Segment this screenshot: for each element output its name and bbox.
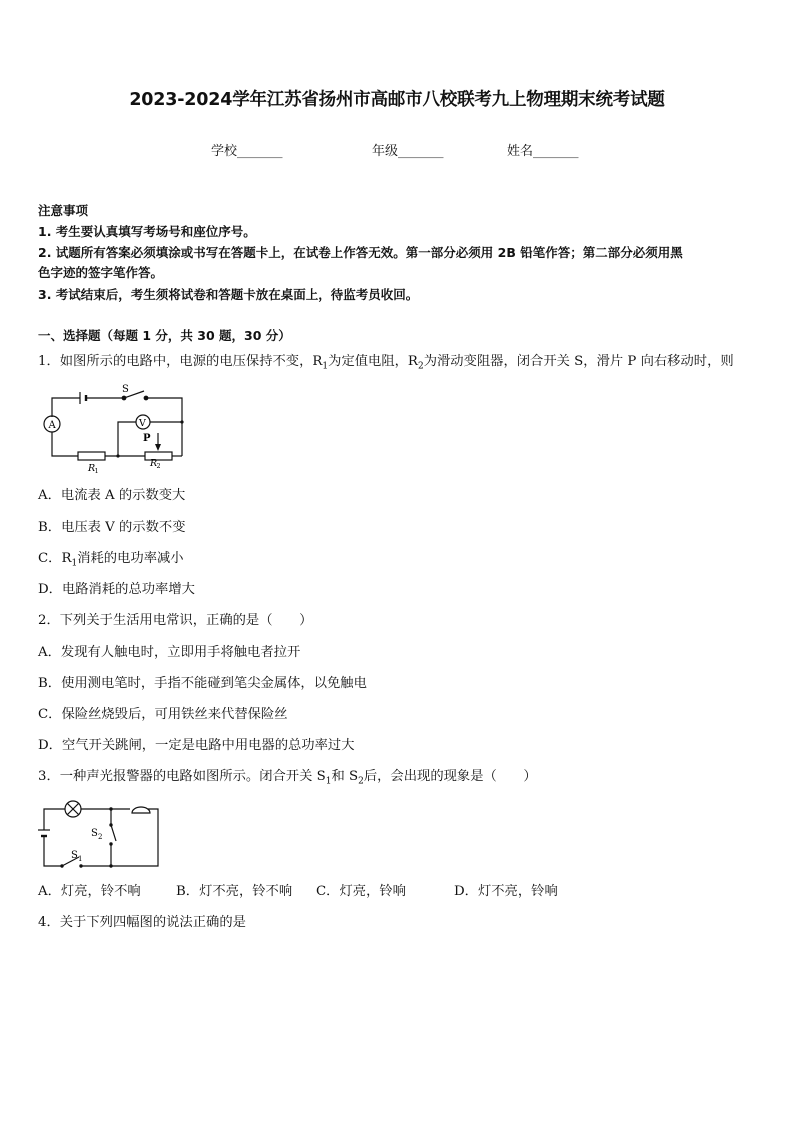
notice-heading: 注意事项 (38, 203, 89, 218)
notice-item-3: 3. 考试结束后，考生须将试卷和答题卡放在桌面上，待监考员收回。 (38, 287, 419, 302)
name-field: 姓名_______ (507, 144, 579, 159)
label-r2-sub: 2 (156, 462, 161, 470)
q1-option-c: C．$R_1$消耗的电功率减小 (38, 551, 184, 569)
label-r2: R (150, 458, 158, 469)
label-s1-sub: 1 (78, 855, 83, 863)
label-r1-sub: 1 (94, 467, 99, 475)
q1-option-a: A．电流表 A 的示数变大 (38, 488, 186, 503)
q3-option-d: D．灯不亮，铃响 (454, 884, 558, 899)
label-a: A (48, 420, 56, 431)
label-s2: S (91, 828, 98, 839)
question-3-stem: 3．一种声光报警器的电路如图所示。闭合开关 $S_1$和 $S_2$后，会出现的现象是（ ） (38, 769, 537, 787)
q3-option-a: A．灯亮，铃不响 (38, 884, 141, 899)
page-title: 2023-2024学年江苏省扬州市高邮市八校联考九上物理期末统考试题 (129, 90, 665, 110)
label-s1: S (71, 850, 78, 861)
label-v: V (139, 418, 146, 429)
q1-option-d: D．电路消耗的总功率增大 (38, 582, 195, 597)
question-4-stem: 4．关于下列四幅图的说法正确的是 (38, 915, 246, 930)
q2-option-b: B．使用测电笔时，手指不能碰到笔尖金属体，以免触电 (38, 676, 367, 691)
notice-item-2-cont: 色字迹的签字笔作答。 (38, 265, 164, 280)
grade-field: 年级_______ (372, 144, 444, 159)
q2-option-d: D．空气开关跳闸，一定是电路中用电器的总功率过大 (38, 738, 355, 753)
q1-option-b: B．电压表 V 的示数不变 (38, 520, 186, 535)
notice-item-1: 1. 考生要认真填写考场号和座位序号。 (38, 224, 256, 239)
question-1-stem: 1．如图所示的电路中，电源的电压保持不变，$R_1$为定值电阻，$R_2$为滑动变阻器，闭合开关 S，滑片 P 向右移动时，则 (38, 354, 734, 372)
q2-option-a: A．发现有人触电时，立即用手将触电者拉开 (38, 645, 301, 660)
q2-option-c: C．保险丝烧毁后，可用铁丝来代替保险丝 (38, 707, 288, 722)
q3-option-c: C．灯亮，铃响 (316, 884, 406, 899)
section-heading: 一、选择题（每题 1 分，共 30 题，30 分） (38, 328, 291, 343)
label-r1: R (88, 463, 96, 474)
question-2-stem: 2．下列关于生活用电常识，正确的是（ ） (38, 613, 313, 628)
label-s: S (122, 384, 129, 395)
label-p: P (143, 433, 151, 444)
school-field: 学校_______ (211, 144, 283, 159)
q3-option-b: B．灯不亮，铃不响 (176, 884, 293, 899)
label-s2-sub: 2 (98, 833, 103, 841)
notice-item-2: 2. 试题所有答案必须填涂或书写在答题卡上，在试卷上作答无效。第一部分必须用 2B 铅笔作答；第二部分必须用黑 (38, 245, 683, 260)
